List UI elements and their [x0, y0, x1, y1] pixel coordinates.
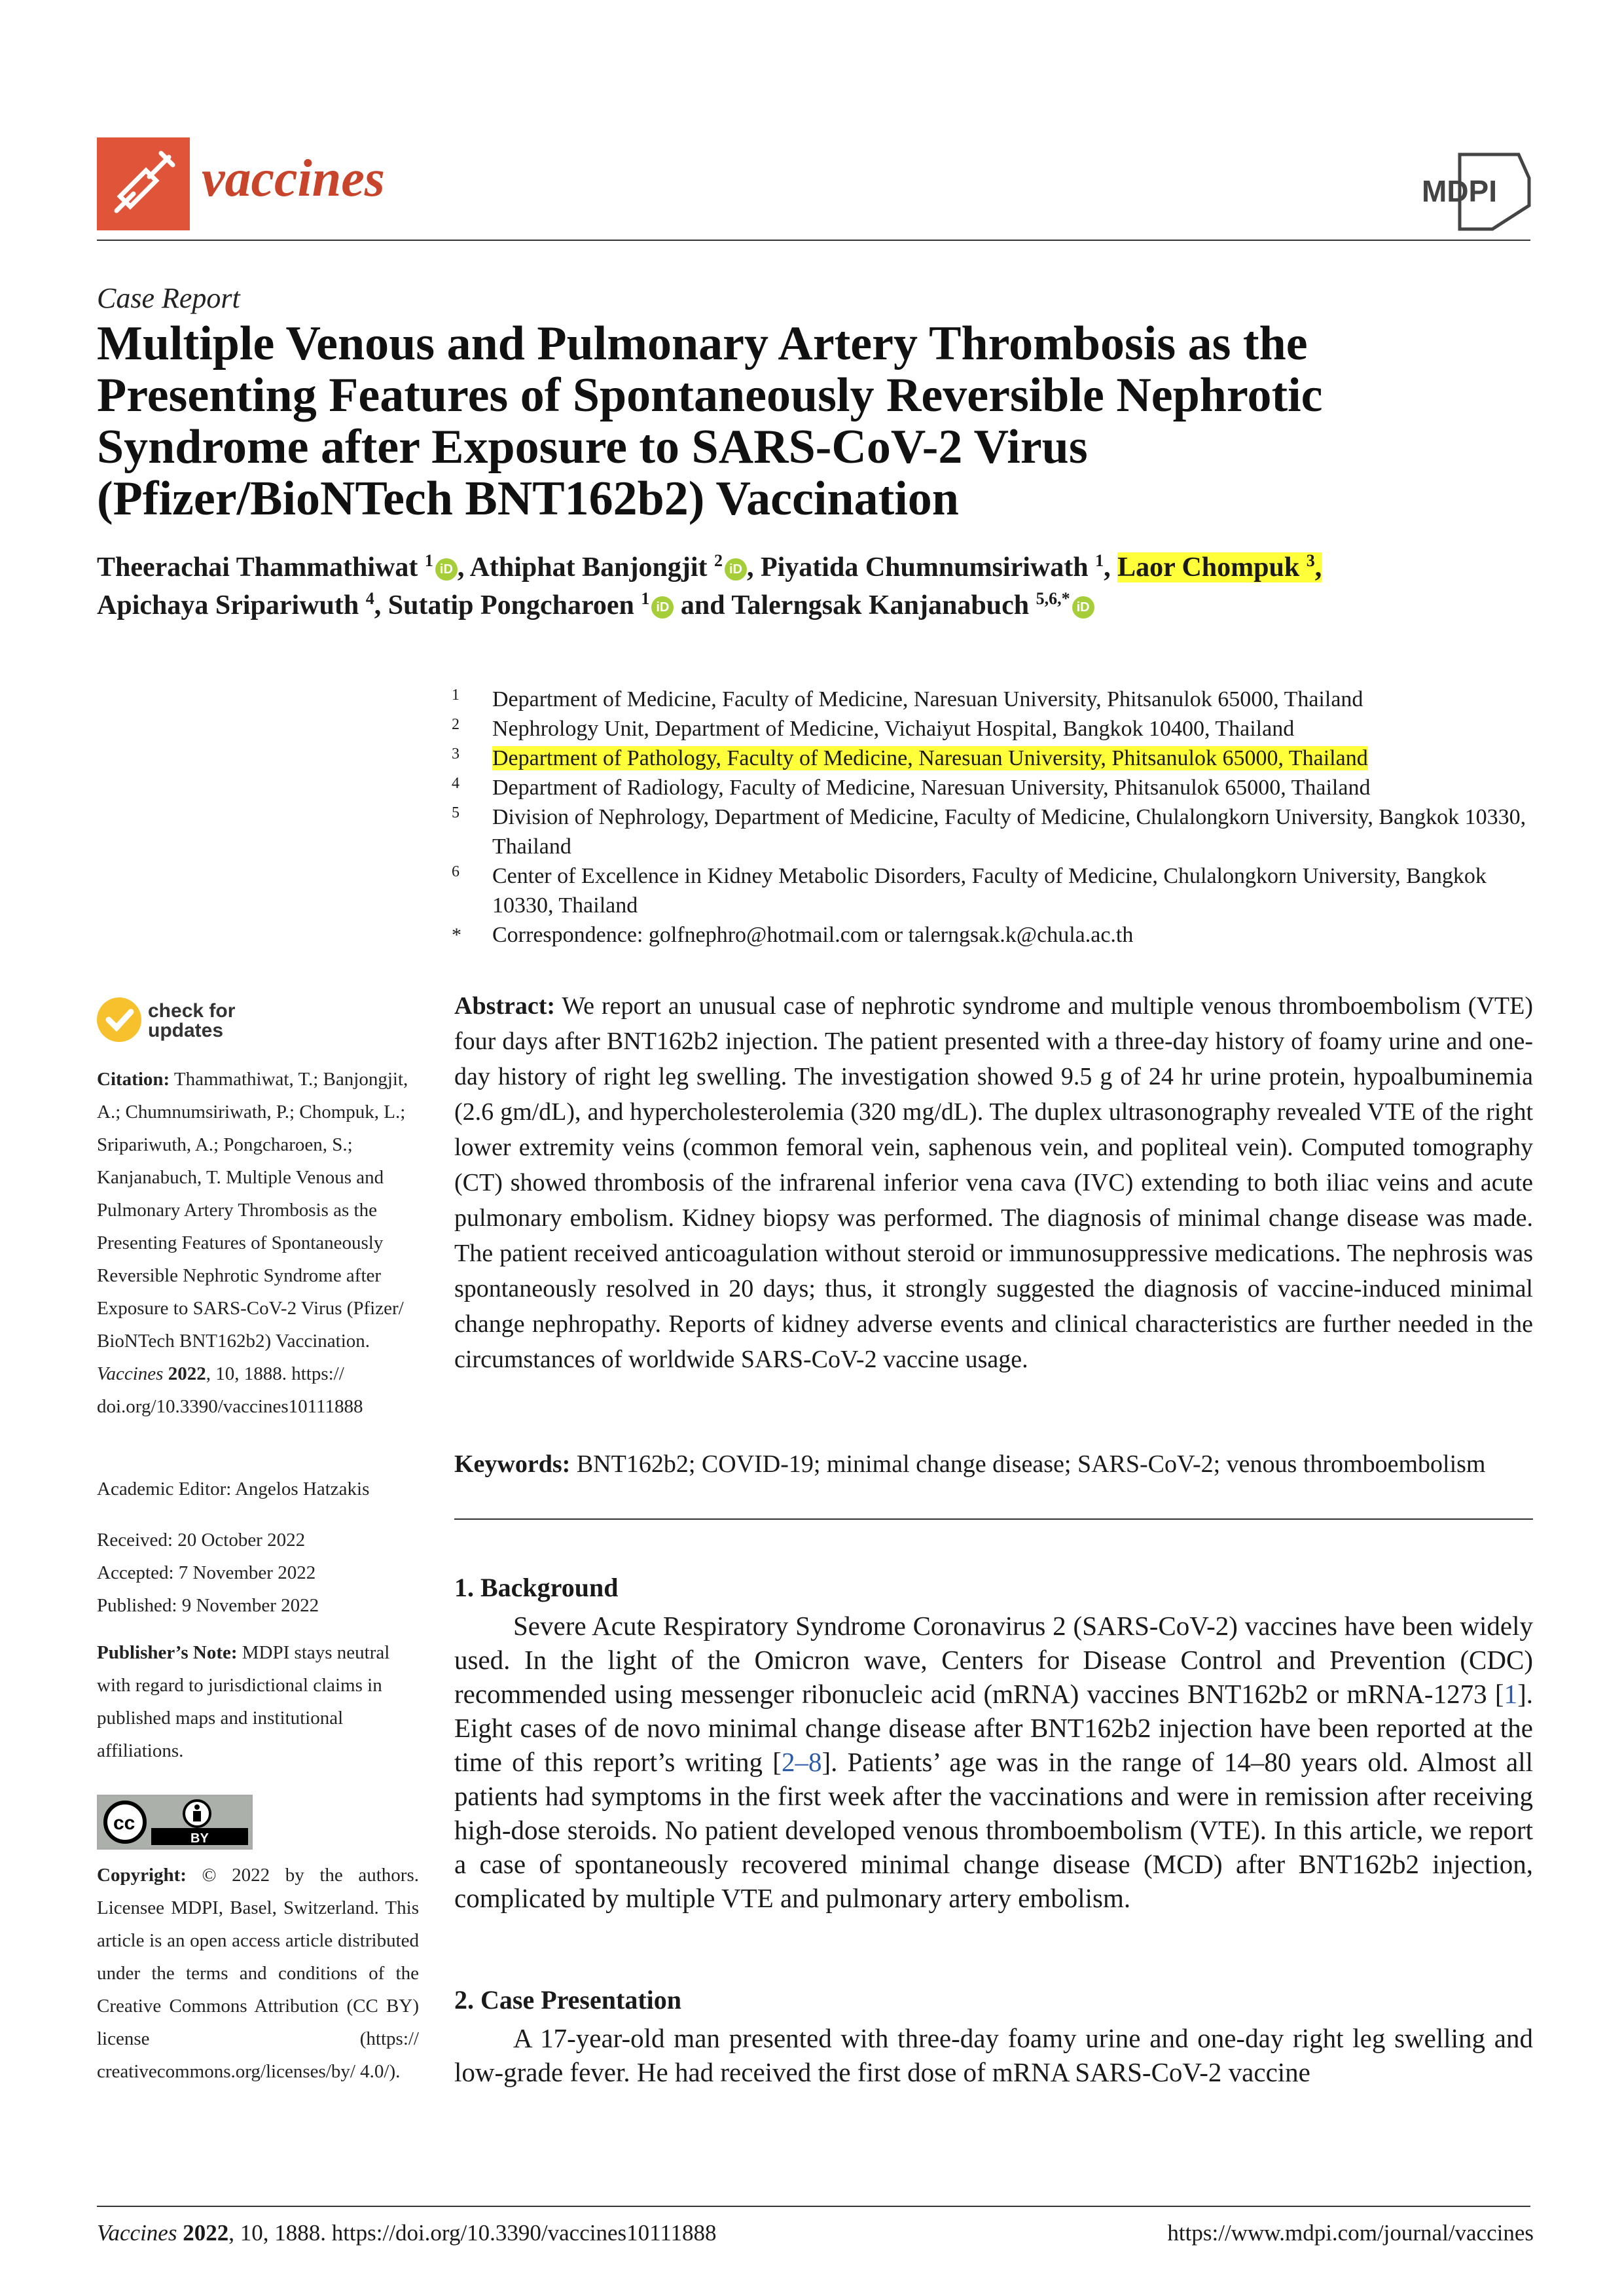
abstract-label: Abstract:	[454, 992, 556, 1020]
title-line: (Pfizer/BioNTech BNT162b2) Vaccination	[97, 472, 959, 526]
publisher-note-text: MDPI stays neutral with regard to jurisdictional claims in published maps and institutional affiliations.	[97, 1642, 390, 1761]
header-divider	[97, 240, 1530, 241]
footer-journal: Vaccines	[97, 2220, 177, 2246]
author-name[interactable]: Athiphat Banjongjit	[469, 552, 708, 583]
title-line: Presenting Features of Spontaneously Reversible Nephrotic	[97, 368, 1323, 422]
citation-block	[97, 1063, 419, 1423]
journal-logo	[97, 137, 190, 230]
affiliation-number: 6	[452, 863, 460, 880]
section-heading: 2. Case Presentation	[454, 1985, 681, 2015]
author-affil-sup: 2	[713, 551, 723, 570]
citation-text: Thammathiwat, T.; Banjongjit, A.; Chumnumsiriwath, P.; Chompuk, L.; Sripariwuth, A.; Pongcharoen, S.; Kanjanabuch, T. Multiple Venous and Pulmonary Artery Thrombosis as the Presenting Features of Spontaneously Reversible Nephrotic Syndrome after Exposure to SARS-CoV-2 Virus (Pfizer/ BioNTech BNT162b2) Vaccination.	[97, 1069, 408, 1352]
keywords-text: BNT162b2; COVID-19; minimal change disease; SARS-CoV-2; venous thromboembolism	[576, 1450, 1486, 1478]
check-updates-line: check for	[148, 1000, 236, 1022]
author-list	[97, 548, 1557, 624]
citation-label: Citation:	[97, 1069, 170, 1090]
affiliation-text-highlighted: Department of Pathology, Faculty of Medicine, Naresuan University, Phitsanulok 65000, Thailand	[492, 746, 1368, 770]
affiliation-text: Department of Radiology, Faculty of Medicine, Naresuan University, Phitsanulok 65000, Thailand	[492, 776, 1371, 800]
syringe-icon	[97, 137, 190, 230]
citation-year: 2022	[168, 1363, 206, 1384]
affiliation	[452, 861, 1538, 920]
author-affil-sup: 4	[365, 589, 374, 608]
affiliation	[452, 744, 1538, 773]
body-text: ]. Eight cases of de novo minimal change disease after BNT162b2 injection have been reported at the time of this report’s writing [	[454, 1679, 1533, 1777]
author-line	[97, 586, 1557, 624]
orcid-icon[interactable]: iD	[651, 596, 674, 619]
mdpi-logo	[1414, 152, 1533, 232]
citation-link[interactable]: 2–8	[781, 1747, 822, 1777]
author-sep: ,	[1314, 552, 1322, 583]
section-heading: 1. Background	[454, 1573, 619, 1602]
affiliation	[452, 773, 1538, 802]
journal-name: vaccines	[202, 150, 385, 207]
author-name[interactable]: Theerachai Thammathiwat	[97, 552, 418, 583]
author-name[interactable]: Talerngsak Kanjanabuch	[731, 590, 1030, 620]
affiliation-number: 3	[452, 745, 460, 762]
affiliation-number: *	[452, 924, 461, 946]
section-divider	[454, 1518, 1533, 1520]
abstract	[454, 988, 1533, 1377]
keywords	[454, 1446, 1541, 1482]
footer-citation	[97, 2220, 717, 2246]
footer-doi[interactable]: , 10, 1888. https://doi.org/10.3390/vaccines10111888	[228, 2220, 717, 2246]
affiliation	[452, 802, 1538, 861]
orcid-icon[interactable]: iD	[725, 558, 747, 581]
academic-editor: Academic Editor: Angelos Hatzakis	[97, 1479, 370, 1499]
title-line: Syndrome after Exposure to SARS-CoV-2 Virus	[97, 420, 1088, 474]
check-updates-icon[interactable]	[97, 997, 141, 1042]
author-affil-sup: 1	[1095, 551, 1104, 570]
author-highlight	[1117, 552, 1322, 583]
author-affil-sup: 5,6,*	[1036, 589, 1070, 608]
dates-block	[97, 1524, 419, 1622]
author-name[interactable]: Apichaya Sripariwuth	[97, 590, 359, 620]
body-text: ]. Patients’ age was in the range of 14–80 years old. Almost all patients had symptoms in the first week after the vaccinations and were in remission after receiving high-dose steroids. No patient developed venous thromboembolism (VTE). In this article, we report a case of spontaneously recovered minimal change disease (MCD) after BNT162b2 injection, complicated by multiple VTE and pulmonary artery embolism.	[454, 1747, 1534, 1913]
orcid-icon[interactable]: iD	[435, 558, 458, 581]
affiliation-number: 5	[452, 804, 460, 821]
footer-url[interactable]: https://www.mdpi.com/journal/vaccines	[1167, 2220, 1534, 2246]
affiliation-text: Nephrology Unit, Department of Medicine, Vichaiyut Hospital, Bangkok 10400, Thailand	[492, 717, 1295, 741]
affiliation-number: 2	[452, 716, 460, 733]
body-text: Severe Acute Respiratory Syndrome Coronavirus 2 (SARS-CoV-2) vaccines have been widely used. In the light of the Omicron wave, Centers for Disease Control and Prevention (CDC) recommended using messenger ribonucleic acid (mRNA) vaccines BNT162b2 or mRNA-1273 [	[454, 1611, 1533, 1709]
footer-divider	[97, 2206, 1530, 2207]
publisher-note-label: Publisher’s Note:	[97, 1642, 238, 1663]
affiliation-text: Department of Medicine, Faculty of Medicine, Naresuan University, Phitsanulok 65000, Thailand	[492, 687, 1363, 711]
published-date: Published: 9 November 2022	[97, 1595, 319, 1616]
abstract-text: We report an unusual case of nephrotic syndrome and multiple venous thromboembolism (VTE) four days after BNT162b2 injection. The patient presented with a three-day history of foamy urine and one-day history of right leg swelling. The investigation showed 9.5 g of 24 hr urine protein, hypoalbuminemia (2.6 gm/dL), and hypercholesterolemia (320 mg/dL). The duplex ultrasonography revealed VTE of the right lower extremity veins (common femoral vein, saphenous vein, and popliteal vein). Computed tomography (CT) showed thrombosis of the infrarenal inferior vena cava (IVC) extending to both iliac veins and acute pulmonary embolism. Kidney biopsy was performed. The diagnosis of minimal change disease was made. The patient received anticoagulation without steroid or immunosuppressive medications. The nephrosis was spontaneously resolved in 20 days; thus, it strongly suggested the diagnosis of vaccine-induced minimal change nephropathy. Reports of kidney adverse events and clinical characteristics are further needed in the circumstances of worldwide SARS-CoV-2 vaccine usage.	[454, 992, 1533, 1373]
affiliation-number: 4	[452, 775, 460, 792]
section-body	[454, 2021, 1533, 2089]
author-sep: ,	[746, 552, 761, 583]
orcid-icon[interactable]: iD	[1072, 596, 1094, 619]
citation-doi[interactable]: , 10, 1888. https:// doi.org/10.3390/vaccines10111888	[97, 1363, 363, 1417]
publisher-note	[97, 1636, 419, 1767]
author-name[interactable]: Laor Chompuk	[1117, 552, 1300, 583]
citation-journal: Vaccines	[97, 1363, 164, 1384]
copyright-label: Copyright:	[97, 1865, 187, 1886]
citation-link[interactable]: 1	[1504, 1679, 1518, 1709]
author-line	[97, 548, 1557, 586]
author-affil-sup: 1	[641, 589, 650, 608]
affiliation-list	[452, 685, 1538, 950]
affiliation-number: 1	[452, 687, 460, 704]
correspondence	[452, 920, 1538, 950]
copyright-text: © 2022 by the authors. Licensee MDPI, Basel, Switzerland. This article is an open access article distributed under the terms and conditions of the Creative Commons Attribution (CC BY) license (https:// creativecommons.org/licenses/by/ 4.0/).	[97, 1865, 419, 2082]
correspondence-text[interactable]: Correspondence: golfnephro@hotmail.com or talerngsak.k@chula.ac.th	[492, 923, 1134, 947]
article-type: Case Report	[97, 282, 240, 314]
affiliation-text: Center of Excellence in Kidney Metabolic Disorders, Faculty of Medicine, Chulalongkorn University, Bangkok 10330, Thailand	[492, 864, 1487, 918]
section-body	[454, 1609, 1533, 1915]
author-name[interactable]: Piyatida Chumnumsiriwath	[760, 552, 1089, 583]
affiliation	[452, 714, 1538, 744]
author-sep: and	[674, 590, 732, 620]
affiliation	[452, 685, 1538, 714]
author-affil-sup: 3	[1306, 551, 1315, 570]
author-sep: ,	[374, 590, 388, 620]
author-sep: ,	[1104, 552, 1118, 583]
author-affil-sup: 1	[424, 551, 433, 570]
check-updates-line: updates	[148, 1020, 224, 1041]
copyright-block	[97, 1859, 419, 2088]
footer-year: 2022	[183, 2220, 229, 2246]
svg-text:cc: cc	[113, 1812, 135, 1834]
author-sep: ,	[457, 552, 470, 583]
keywords-label: Keywords:	[454, 1450, 571, 1478]
mdpi-text: MDPI	[1422, 174, 1497, 208]
accepted-date: Accepted: 7 November 2022	[97, 1562, 316, 1583]
cc-by-text: BY	[190, 1831, 209, 1846]
check-updates-label[interactable]	[148, 1001, 235, 1041]
cc-by-license-icon[interactable]	[97, 1795, 253, 1850]
title-line: Multiple Venous and Pulmonary Artery Thrombosis as the	[97, 317, 1308, 370]
received-date: Received: 20 October 2022	[97, 1530, 306, 1551]
article-title	[97, 318, 1537, 525]
author-name[interactable]: Sutatip Pongcharoen	[388, 590, 634, 620]
body-text: A 17-year-old man presented with three-day foamy urine and one-day right leg swelling and low-grade fever. He had received the first dose of mRNA SARS-CoV-2 vaccine	[454, 2023, 1533, 2087]
affiliation-text: Division of Nephrology, Department of Medicine, Faculty of Medicine, Chulalongkorn University, Bangkok 10330, Thailand	[492, 805, 1526, 859]
